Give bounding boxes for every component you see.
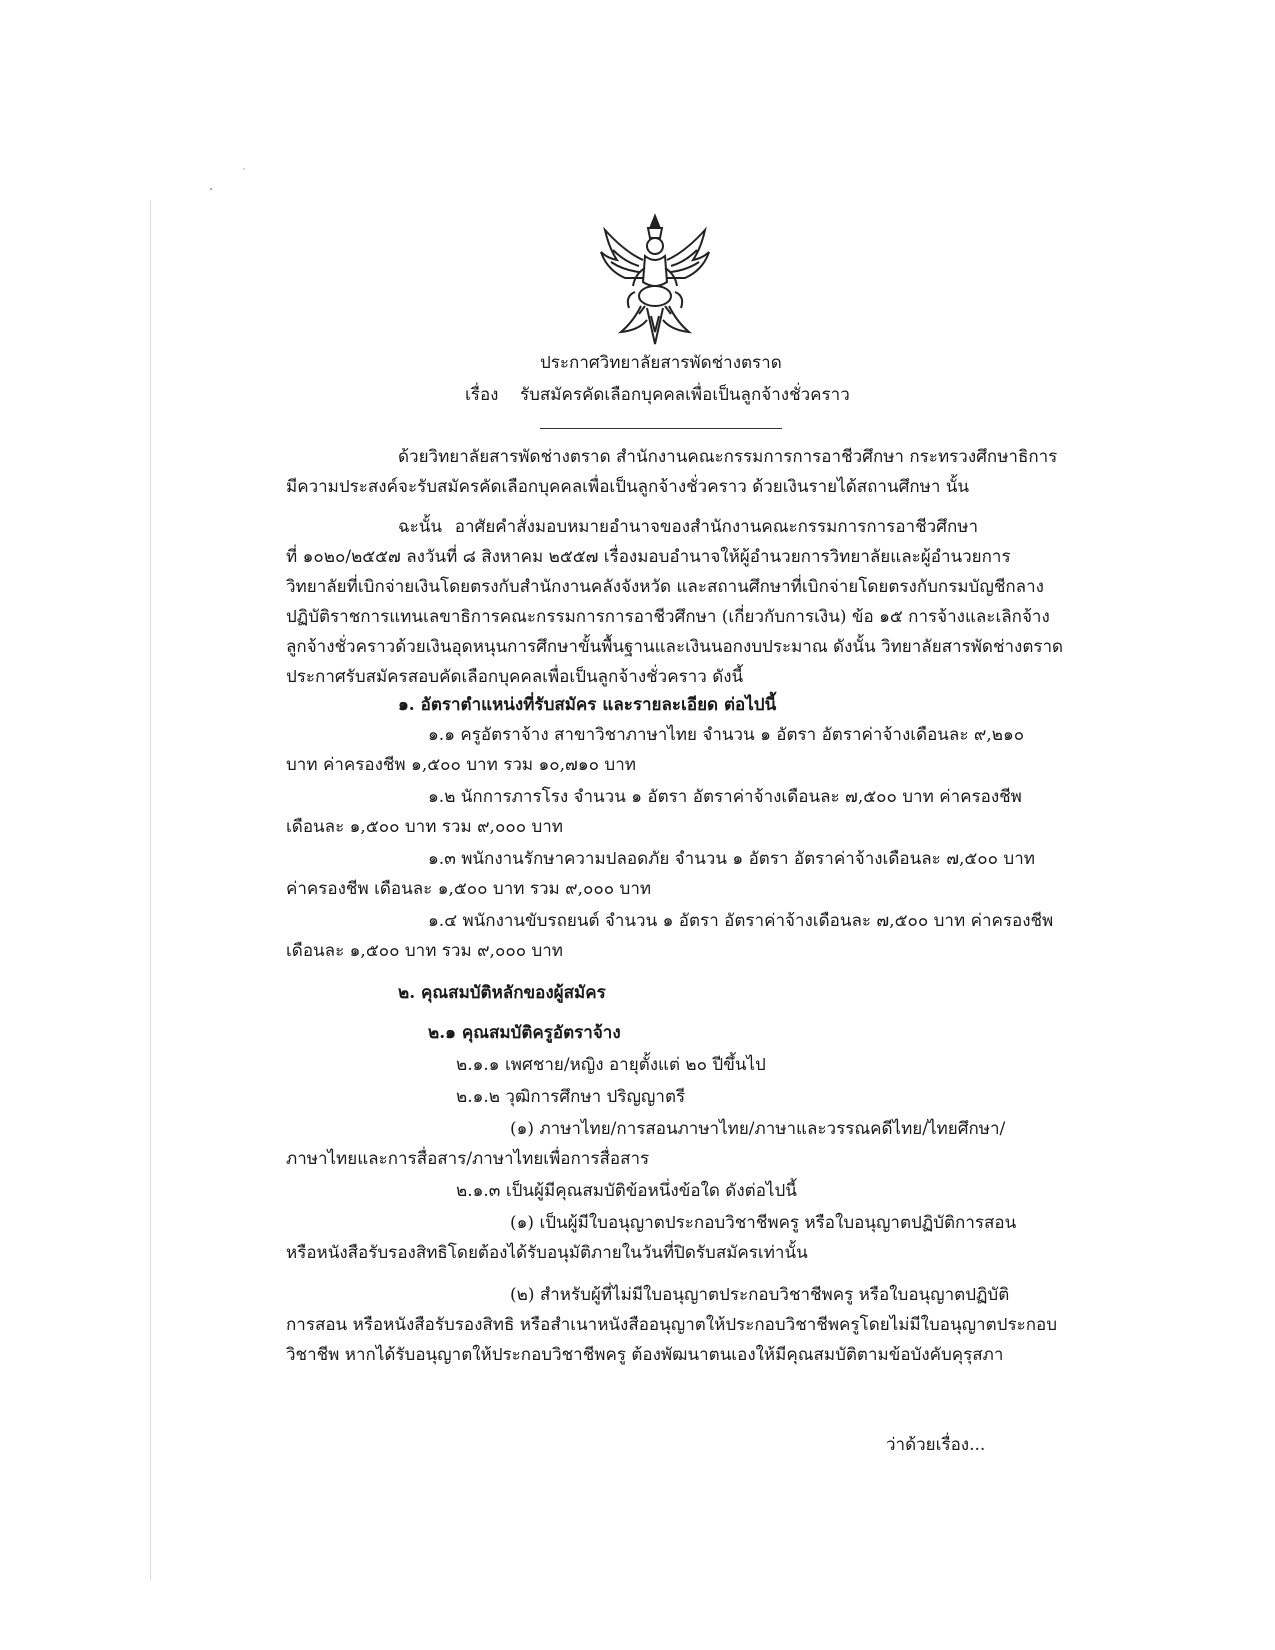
position-3-line-2: ค่าครองชีพ เดือนละ ๑,๕๐๐ บาท รวม ๙,๐๐๐ บาท (286, 879, 652, 899)
position-4-line-2: เดือนละ ๑,๕๐๐ บาท รวม ๙,๐๐๐ บาท (286, 941, 564, 961)
qualification-2-1-3-a-line-2: หรือหนังสือรับรองสิทธิโดยต้องได้รับอนุมัติภายในวันที่ปิดรับสมัครเท่านั้น (286, 1243, 808, 1263)
section-2-1-heading: ๒.๑ คุณสมบัติครูอัตราจ้าง (428, 1023, 621, 1043)
position-2-line-1: ๑.๒ นักการภารโรง จำนวน ๑ อัตรา อัตราค่าจ้างเดือนละ ๗,๕๐๐ บาท ค่าครองชีพ (428, 787, 1022, 807)
authority-line-6: ประกาศรับสมัครสอบคัดเลือกบุคคลเพื่อเป็นลูกจ้างชั่วคราว ดังนี้ (286, 667, 744, 687)
qualification-2-1-1: ๒.๑.๑ เพศชาย/หญิง อายุตั้งแต่ ๒๐ ปีขึ้นไป (456, 1055, 766, 1075)
position-2-line-2: เดือนละ ๑,๕๐๐ บาท รวม ๙,๐๐๐ บาท (286, 817, 564, 837)
qualification-2-1-3-b-line-2: การสอน หรือหนังสือรับรองสิทธิ หรือสำเนาหนังสืออนุญาตให้ประกอบวิชาชีพครูโดยไม่มีใบอนุญาตประกอบ (286, 1315, 1057, 1335)
qualification-2-1-3: ๒.๑.๓ เป็นผู้มีคุณสมบัติข้อหนึ่งข้อใด ดังต่อไปนี้ (456, 1181, 797, 1201)
position-4-line-1: ๑.๔ พนักงานขับรถยนต์ จำนวน ๑ อัตรา อัตราค่าจ้างเดือนละ ๗,๕๐๐ บาท ค่าครองชีพ (428, 911, 1054, 931)
section-2-heading: ๒. คุณสมบัติหลักของผู้สมัคร (398, 983, 606, 1003)
position-3-line-1: ๑.๓ พนักงานรักษาความปลอดภัย จำนวน ๑ อัตรา อัตราค่าจ้างเดือนละ ๗,๕๐๐ บาท (428, 849, 1035, 869)
qualification-2-1-3-b-line-1: (๒) สำหรับผู้ที่ไม่มีใบอนุญาตประกอบวิชาชีพครู หรือใบอนุญาตปฏิบัติ (510, 1285, 1010, 1305)
continuation-note: ว่าด้วยเรื่อง... (886, 1435, 986, 1455)
qualification-2-1-3-a-line-1: (๑) เป็นผู้มีใบอนุญาตประกอบวิชาชีพครู หรือใบอนุญาตปฏิบัติการสอน (510, 1213, 1017, 1233)
scan-speck (243, 168, 245, 170)
garuda-emblem-icon (595, 212, 715, 352)
announcement-title: ประกาศวิทยาลัยสารพัดช่างตราด (540, 353, 782, 373)
position-1-line-1: ๑.๑ ครูอัตราจ้าง สาขาวิชาภาษาไทย จำนวน ๑ อัตรา อัตราค่าจ้างเดือนละ ๙,๒๑๐ (428, 725, 1025, 745)
scan-edge-line (150, 200, 151, 1580)
qualification-2-1-2-a-line-1: (๑) ภาษาไทย/การสอนภาษาไทย/ภาษาและวรรณคดีไทย/ไทยศึกษา/ (510, 1119, 1006, 1139)
subject-text: รับสมัครคัดเลือกบุคคลเพื่อเป็นลูกจ้างชั่วคราว (520, 385, 850, 405)
header-divider (540, 428, 782, 429)
authority-line-5: ลูกจ้างชั่วคราวด้วยเงินอุดหนุนการศึกษาขั้นพื้นฐานและเงินนอกงบประมาณ ดังนั้น วิทยาลัยสารพัดช่างตราด (286, 637, 1064, 657)
subject-label: เรื่อง (465, 385, 499, 405)
intro-line-1: ด้วยวิทยาลัยสารพัดช่างตราด สำนักงานคณะกรรมการการอาชีวศึกษา กระทรวงศึกษาธิการ (398, 447, 1058, 467)
position-1-line-2: บาท ค่าครองชีพ ๑,๕๐๐ บาท รวม ๑๐,๗๑๐ บาท (286, 755, 636, 775)
authority-line-3: วิทยาลัยที่เบิกจ่ายเงินโดยตรงกับสำนักงานคลังจังหวัด และสถานศึกษาที่เบิกจ่ายโดยตรงกับกรมบัญชีกลาง (286, 577, 1044, 597)
qualification-2-1-3-b-line-3: วิชาชีพ หากได้รับอนุญาตให้ประกอบวิชาชีพครู ต้องพัฒนาตนเองให้มีคุณสมบัติตามข้อบังคับคุรุสภา (286, 1345, 1004, 1365)
authority-line-4: ปฏิบัติราชการแทนเลขาธิการคณะกรรมการการอาชีวศึกษา (เกี่ยวกับการเงิน) ข้อ ๑๕ การจ้างและเลิกจ้าง (286, 607, 1050, 627)
qualification-2-1-2: ๒.๑.๒ วุฒิการศึกษา ปริญญาตรี (456, 1087, 686, 1107)
section-1-heading: ๑. อัตราตำแหน่งที่รับสมัคร และรายละเอียด ต่อไปนี้ (398, 695, 777, 715)
scan-speck (210, 188, 212, 190)
authority-line-2: ที่ ๑๐๒๐/๒๕๕๗ ลงวันที่ ๘ สิงหาคม ๒๕๕๗ เรื่องมอบอำนาจให้ผู้อำนวยการวิทยาลัยและผู้อำนวยการ (286, 547, 1011, 567)
qualification-2-1-2-a-line-2: ภาษาไทยและการสื่อสาร/ภาษาไทยเพื่อการสื่อสาร (286, 1149, 650, 1169)
authority-line-1: ฉะนั้น อาศัยคำสั่งมอบหมายอำนาจของสำนักงานคณะกรรมการการอาชีวศึกษา (398, 517, 978, 537)
intro-line-2: มีความประสงค์จะรับสมัครคัดเลือกบุคคลเพื่อเป็นลูกจ้างชั่วคราว ด้วยเงินรายได้สถานศึกษา นั้น (286, 477, 970, 497)
